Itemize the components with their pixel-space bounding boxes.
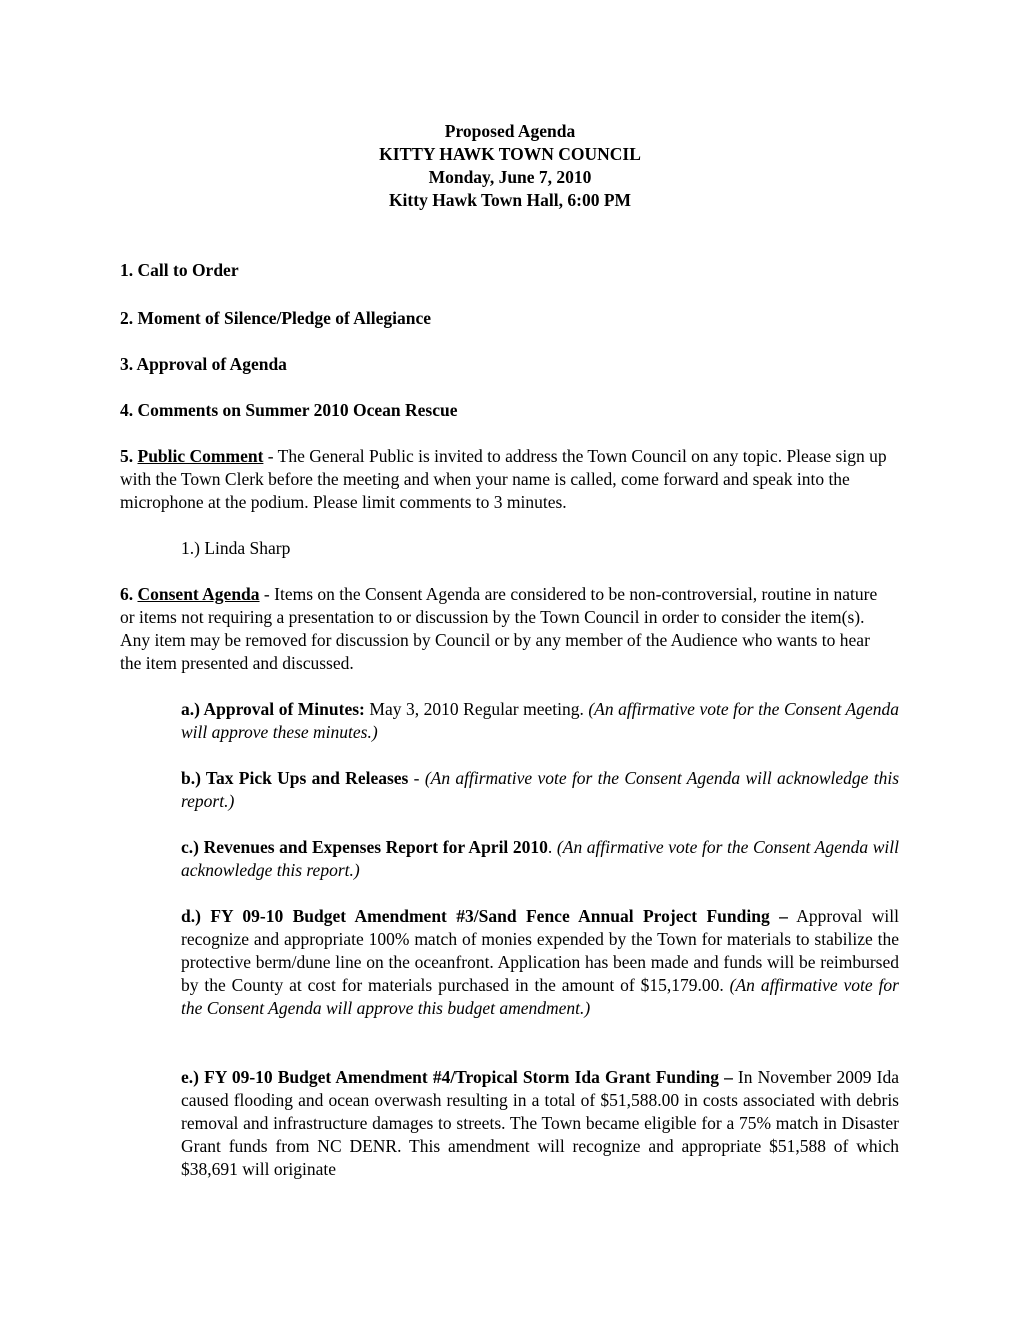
agenda-item-3: 3. Approval of Agenda — [120, 354, 287, 374]
consent-item-d — [181, 905, 899, 1020]
item-text: Approval will recognize and appropriate 100% match of monies expended by the Town for materials to stabilize the protective berm/dune line on the oceanfront. Application has been made and funds will be reimbursed by the County at cost for materials purchased in the amount of $15,179.00. — [181, 906, 899, 995]
agenda-item-4: 4. Comments on Summer 2010 Ocean Rescue — [120, 400, 458, 420]
consent-item-b — [181, 767, 899, 813]
item-title: a.) Approval of Minutes: — [181, 699, 365, 719]
agenda-item-1: 1. Call to Order — [120, 260, 239, 280]
speaker-1: 1.) Linda Sharp — [181, 538, 291, 558]
item-note: (An affirmative vote for the Consent Agenda will acknowledge this report.) — [181, 837, 900, 880]
item-title: c.) Revenues and Expenses Report for April 2010 — [181, 837, 548, 857]
header-title: Proposed Agenda — [444, 121, 576, 141]
header-location: Kitty Hawk Town Hall, 6:00 PM — [388, 190, 632, 210]
item-text: - — [408, 768, 425, 788]
item-note: (An affirmative vote for the Consent Agenda will approve this budget amendment.) — [181, 975, 899, 1018]
item-title: e.) FY 09-10 Budget Amendment #4/Tropical Storm Ida Grant Funding – — [181, 1067, 733, 1087]
item-title: b.) Tax Pick Ups and Releases — [181, 768, 409, 788]
item-number: 6. — [120, 584, 138, 604]
consent-item-a — [181, 698, 899, 744]
item-number: 5. — [120, 446, 138, 466]
item-text: - The General Public is invited to address the Town Council on any topic. Please sign up with the Town Clerk before the meeting and when your name is called, come forward and speak into the microphone at the podium. Please limit comments to 3 minutes. — [120, 446, 887, 512]
item-text: May 3, 2010 Regular meeting. — [364, 699, 589, 719]
header-date: Monday, June 7, 2010 — [428, 167, 592, 187]
agenda-item-5 — [120, 445, 890, 514]
consent-item-c — [181, 836, 899, 882]
agenda-item-6 — [120, 583, 890, 675]
item-title: Public Comment — [137, 446, 264, 466]
agenda-item-2: 2. Moment of Silence/Pledge of Allegiance — [120, 308, 432, 328]
item-text: - Items on the Consent Agenda are considered to be non-controversial, routine in nature or items not requiring a presentation to or discussion by the Town Council in order to consider the item(s). Any item may be removed for discussion by Council or by any member of the Audience who wants to hear the item presented and discussed. — [120, 584, 878, 673]
item-note: (An affirmative vote for the Consent Agenda will approve these minutes.) — [181, 699, 899, 742]
item-title: Consent Agenda — [137, 584, 260, 604]
document-header — [0, 120, 1020, 212]
header-council: KITTY HAWK TOWN COUNCIL — [379, 144, 641, 164]
item-title: d.) FY 09-10 Budget Amendment #3/Sand Fence Annual Project Funding – — [181, 906, 788, 926]
item-text: In November 2009 Ida caused flooding and ocean overwash resulting in a total of $51,588.00 in costs associated with debris removal and infrastructure damages to streets. The Town became eligible for a 75% match in Disaster Grant funds from NC DENR. This amendment will recognize and appropriate $51,588 of which $38,691 will originate — [181, 1067, 899, 1179]
item-note: (An affirmative vote for the Consent Agenda will acknowledge this report.) — [181, 768, 899, 811]
consent-item-e — [181, 1066, 899, 1181]
item-text: . — [547, 837, 557, 857]
